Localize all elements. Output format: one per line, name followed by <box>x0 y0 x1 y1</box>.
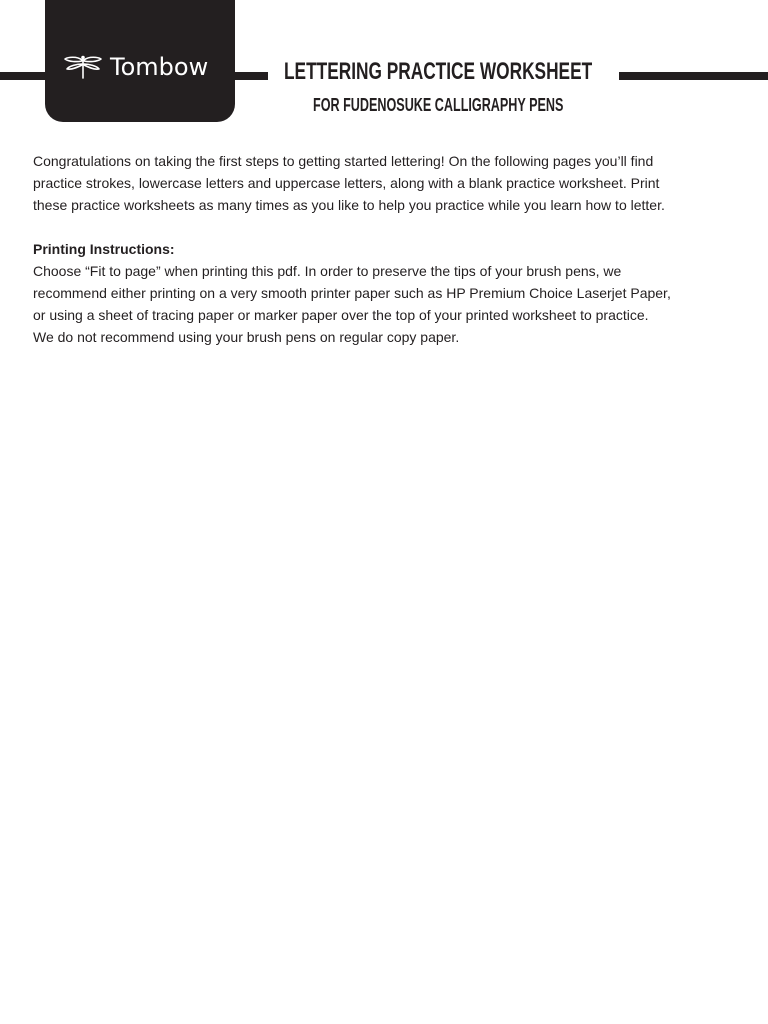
instructions-line: or using a sheet of tracing paper or marker paper over the top of your printed worksheet to practice. <box>33 307 649 323</box>
document-body <box>33 150 733 348</box>
intro-paragraph <box>33 150 733 216</box>
intro-line: practice strokes, lowercase letters and uppercase letters, along with a blank practice worksheet. Print <box>33 175 660 191</box>
page-title: LETTERING PRACTICE WORKSHEET <box>284 58 593 85</box>
intro-line: these practice worksheets as many times as you like to help you practice while you learn how to letter. <box>33 197 665 213</box>
intro-line: Congratulations on taking the first steps to getting started lettering! On the following pages you’ll find <box>33 153 654 169</box>
dragonfly-icon <box>63 54 103 80</box>
brand-name: Tombow <box>110 53 209 81</box>
header-rule-right <box>619 72 768 80</box>
brand-logo-tab <box>45 0 235 122</box>
page-subtitle: FOR FUDENOSUKE CALLIGRAPHY PENS <box>313 95 564 115</box>
brand-logo <box>63 52 208 82</box>
instructions-line: We do not recommend using your brush pens on regular copy paper. <box>33 329 460 345</box>
instructions-line: recommend either printing on a very smooth printer paper such as HP Premium Choice Laserjet Paper, <box>33 285 671 301</box>
header-rule-left <box>0 72 48 80</box>
printing-instructions <box>33 238 733 348</box>
instructions-line: Choose “Fit to page” when printing this pdf. In order to preserve the tips of your brush pens, we <box>33 263 622 279</box>
instructions-heading: Printing Instructions: <box>33 241 175 257</box>
header-rule-middle <box>232 72 268 80</box>
